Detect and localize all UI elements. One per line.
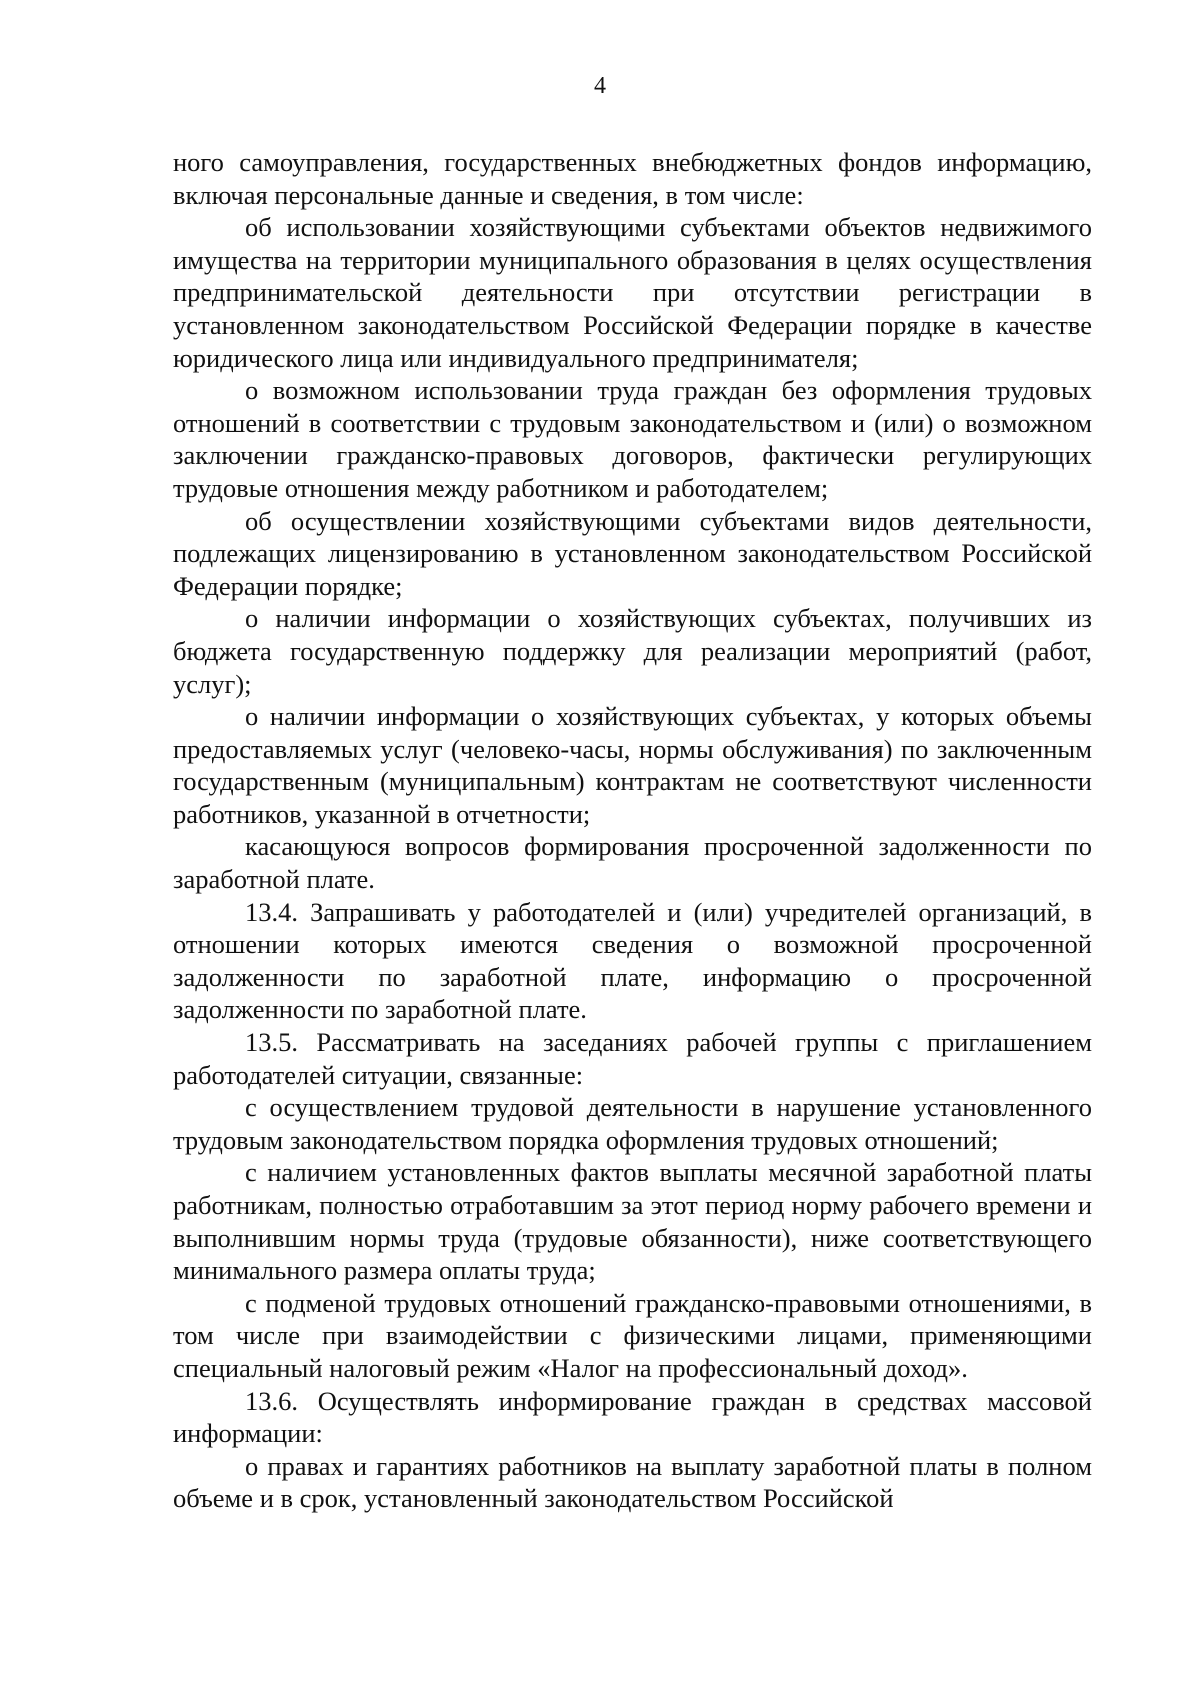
paragraph-state-support: о наличии информации о хозяйствующих субъектах, получивших из бюджета государственную поддержку для реализации мероприятий (работ, услуг); [173,603,1092,699]
paragraph-13-5: 13.5. Рассматривать на заседаниях рабочей группы с приглашением работодателей ситуации, связанные: [173,1027,1092,1090]
paragraph-minimum-wage: с наличием установленных фактов выплаты месячной заработной платы работникам, полностью отработавшим за этот период норму рабочего времени и выполнившим нормы труда (трудовые обязанности), ниже соответствующего минимального размера оплаты труда; [173,1157,1092,1286]
paragraph-service-volumes: о наличии информации о хозяйствующих субъектах, у которых объемы предоставляемых услуг (человеко-часы, нормы обслуживания) по заключенным государственным (муниципальным) контрактам не соответствуют численности работников, указанной в отчетности; [173,701,1092,829]
paragraph-wage-arrears: касающуюся вопросов формирования просроченной задолженности по заработной плате. [173,831,1092,895]
paragraph-labor-without-contract: о возможном использовании труда граждан без оформления трудовых отношений в соответствии с трудовым законодательством и (или) о возможном заключении гражданско-правовых договоров, фактически регулирующих трудовые отношения между работником и работодателем; [173,375,1092,503]
paragraph-continuation: ного самоуправления, государственных внебюджетных фондов информацию, включая персональные данные и сведения, в том числе: [173,147,1092,210]
paragraph-worker-rights: о правах и гарантиях работников на выплату заработной платы в полном объеме и в срок, установленный законодательством Российской [173,1450,1092,1514]
paragraph-civil-contracts: с подменой трудовых отношений гражданско-правовыми отношениями, в том числе при взаимодействии с физическими лицами, применяющими специальный налоговый режим «Налог на профессиональный доход». [173,1287,1092,1383]
paragraph-licensed-activities: об осуществлении хозяйствующими субъектами видов деятельности, подлежащих лицензированию в установленном законодательством Российской Федерации порядке; [173,505,1092,601]
page-number: 4 [594,73,606,99]
paragraph-13-4: 13.4. Запрашивать у работодателей и (или) учредителей организаций, в отношении которых имеются сведения о возможной просроченной задолженности по заработной плате, информацию о просроченной задолженности по заработной плате. [173,896,1092,1025]
paragraph-real-estate-use: об использовании хозяйствующими субъектами объектов недвижимого имущества на территории муниципального образования в целях осуществления предпринимательской деятельности при отсутствии регистрации в установленном законодательством Российской Федерации порядке в качестве юридического лица или индивидуального предпринимателя; [173,212,1092,373]
document-body [173,146,1092,1515]
paragraph-13-6: 13.6. Осуществлять информирование граждан в средствах массовой информации: [173,1385,1092,1449]
paragraph-informal-labor: с осуществлением трудовой деятельности в нарушение установленного трудовым законодательством порядка оформления трудовых отношений; [173,1092,1092,1155]
